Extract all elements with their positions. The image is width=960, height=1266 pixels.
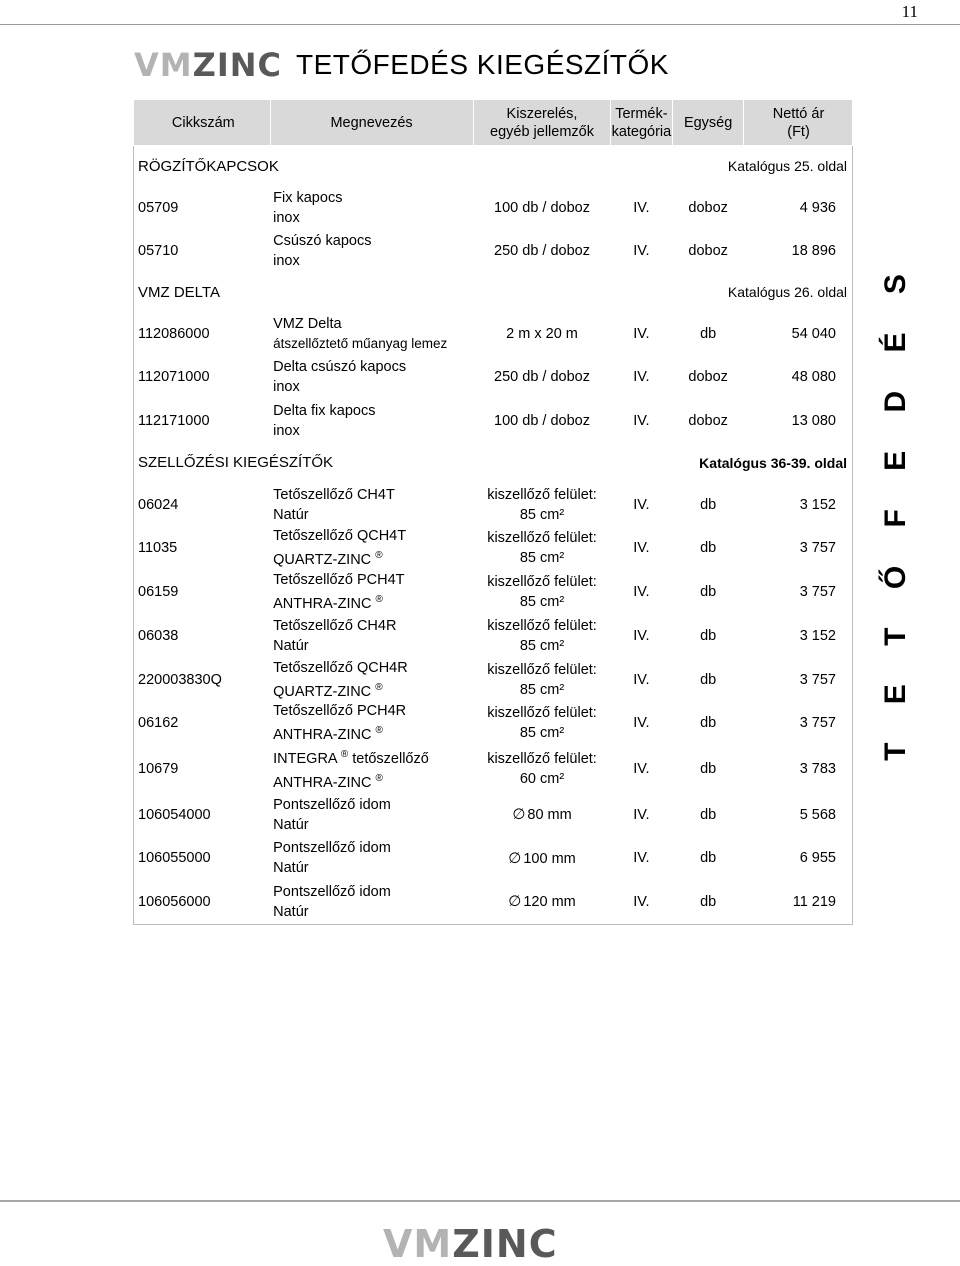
diameter-icon: ∅: [508, 892, 522, 911]
product-name: [270, 356, 474, 400]
side-section-label: [878, 259, 914, 761]
pack-line2: 60 cm²: [519, 771, 565, 788]
product-price: 3 757: [799, 671, 836, 688]
product-pack: [474, 570, 610, 614]
section-title: RÖGZÍTŐKAPCSOK: [138, 157, 279, 175]
table-row: [134, 837, 853, 881]
section-title: SZELLŐZÉSI KIEGÉSZÍTŐK: [138, 454, 334, 472]
product-price: 4 936: [799, 199, 836, 216]
product-category: IV.: [633, 540, 650, 557]
product-name-line2: átszellőztető műanyag lemez: [273, 335, 448, 351]
pack-diameter: 100 mm: [523, 850, 576, 867]
product-category: IV.: [633, 325, 650, 342]
header-name: Megnevezés: [270, 100, 474, 146]
product-unit: db: [700, 584, 717, 601]
vmzinc-footer-logo: [383, 1222, 558, 1266]
product-name: [270, 483, 474, 527]
price-table: [133, 99, 853, 925]
header-unit: Egység: [673, 100, 744, 146]
pack-line1: kiszellőző felület:: [487, 617, 597, 634]
product-name-line1: Fix kapocs: [273, 189, 343, 206]
header-cat-line1: Termék-: [615, 105, 668, 122]
product-name: [270, 570, 474, 614]
product-name-line2: Natúr: [273, 860, 309, 877]
top-divider: [0, 24, 960, 25]
table-row: [134, 745, 853, 793]
table-header-row: [134, 100, 853, 146]
product-category: IV.: [633, 671, 650, 688]
bottom-divider: [0, 1200, 960, 1202]
product-pack: [474, 614, 610, 658]
header-price-line2: (Ft): [787, 123, 810, 140]
product-category: IV.: [633, 242, 650, 259]
product-pack: [474, 837, 610, 881]
product-name-line2: inox: [273, 379, 300, 396]
product-name-line1: Pontszellőző idom: [273, 796, 391, 813]
product-pack: [474, 793, 610, 837]
product-name-line1: VMZ Delta: [273, 315, 342, 332]
product-name-line2: inox: [273, 422, 300, 439]
page-title: TETŐFEDÉS KIEGÉSZÍTŐK: [295, 49, 669, 80]
product-price: 3 757: [799, 540, 836, 557]
page-header: [134, 40, 669, 90]
diameter-icon: ∅: [512, 805, 526, 824]
pack-line1: kiszellőző felület:: [487, 530, 597, 547]
product-name: [270, 658, 474, 702]
product-category: IV.: [633, 199, 650, 216]
product-name-line1: Delta fix kapocs: [273, 402, 376, 419]
product-code: 106055000: [138, 850, 211, 867]
product-category: IV.: [633, 806, 650, 823]
section-row-vmz-delta: [134, 272, 853, 312]
table-row: [134, 614, 853, 658]
catalog-reference: Katalógus 36-39. oldal: [699, 454, 847, 471]
pack-line1: kiszellőző felület:: [487, 486, 597, 503]
product-code: 220003830Q: [138, 671, 222, 688]
product-pack: 100 db / doboz: [494, 412, 590, 429]
product-pack: [474, 483, 610, 527]
table-row: [134, 312, 853, 356]
product-unit: db: [700, 627, 717, 644]
product-price: 18 896: [791, 242, 836, 259]
product-code: 05710: [138, 242, 179, 259]
registered-mark: ®: [375, 681, 383, 693]
pack-line2: 85 cm²: [519, 550, 565, 567]
catalog-reference: Katalógus 25. oldal: [727, 158, 847, 174]
registered-mark: ®: [375, 725, 383, 737]
registered-mark: ®: [375, 773, 383, 785]
header-cat-line2: kategória: [611, 123, 672, 140]
pack-line2: 85 cm²: [519, 594, 565, 611]
product-name-line2: Natúr: [273, 637, 309, 654]
product-name: [270, 186, 474, 229]
product-name-line1: Tetőszellőző CH4T: [273, 486, 395, 503]
product-name: [270, 701, 474, 745]
product-code: 106056000: [138, 893, 211, 910]
product-name-line1: Tetőszellőző QCH4T: [273, 528, 407, 545]
pack-line2: 85 cm²: [519, 506, 565, 523]
product-name: [270, 793, 474, 837]
product-name: [270, 745, 474, 793]
product-category: IV.: [633, 412, 650, 429]
header-category: [610, 100, 673, 146]
product-code: 112171000: [138, 412, 210, 429]
product-name-brand: INTEGRA: [273, 751, 337, 768]
product-unit: db: [700, 761, 717, 778]
section-row-szellozesi: [134, 443, 853, 483]
product-code: 05709: [138, 199, 179, 216]
product-name: [270, 614, 474, 658]
product-name-line1: Tetőszellőző PCH4T: [273, 572, 405, 589]
product-pack: 250 db / doboz: [494, 369, 590, 386]
logo-text-part1: VM: [134, 46, 193, 84]
side-label-text: T E T Ő F E D É S: [879, 259, 913, 761]
header-price: [744, 100, 853, 146]
product-unit: db: [700, 540, 717, 557]
diameter-icon: ∅: [508, 848, 522, 867]
table-row: [134, 570, 853, 614]
product-pack: [474, 526, 610, 570]
product-unit: db: [700, 806, 717, 823]
product-name-line1: Tetőszellőző PCH4R: [273, 703, 407, 720]
product-code: 06162: [138, 715, 179, 732]
table-row: [134, 701, 853, 745]
product-pack: [474, 880, 610, 924]
product-category: IV.: [633, 369, 650, 386]
product-name-line2: inox: [273, 252, 300, 269]
table-row: [134, 880, 853, 924]
table-row: [134, 483, 853, 527]
product-category: IV.: [633, 761, 650, 778]
section-title: VMZ DELTA: [138, 283, 220, 301]
product-unit: doboz: [688, 412, 728, 429]
product-price: 6 955: [799, 850, 836, 867]
product-category: IV.: [633, 850, 650, 867]
product-name: [270, 312, 474, 356]
registered-mark: ®: [375, 550, 383, 562]
pack-line2: 85 cm²: [519, 681, 565, 698]
product-unit: db: [700, 325, 717, 342]
product-pack: [474, 745, 610, 793]
table-row: [134, 186, 853, 229]
table-row: [134, 526, 853, 570]
table-row: [134, 658, 853, 702]
product-name: [270, 399, 474, 443]
pack-line2: 85 cm²: [519, 725, 565, 742]
product-price: 3 152: [799, 627, 836, 644]
product-unit: doboz: [688, 369, 728, 386]
product-name-line2: Natúr: [273, 816, 309, 833]
product-price: 54 040: [791, 325, 836, 342]
product-pack: 100 db / doboz: [494, 199, 590, 216]
product-code: 10679: [138, 761, 179, 778]
product-unit: db: [700, 715, 717, 732]
page-number: 11: [901, 2, 918, 21]
logo-text-part2: ZINC: [192, 46, 282, 84]
product-name-line2: inox: [273, 209, 300, 226]
pack-line1: kiszellőző felület:: [487, 661, 597, 678]
registered-mark: ®: [340, 749, 349, 761]
product-code: 06024: [138, 496, 179, 513]
registered-mark: ®: [375, 594, 383, 606]
product-name-line1: tetőszellőző: [352, 751, 429, 768]
table-row: [134, 229, 853, 272]
product-name-line2: ANTHRA-ZINC: [273, 596, 372, 613]
section-row-rogzitokapcsok: [134, 146, 853, 187]
product-price: 3 757: [799, 715, 836, 732]
product-unit: db: [700, 893, 717, 910]
product-pack: [474, 701, 610, 745]
product-pack: 250 db / doboz: [494, 242, 590, 259]
header-code: Cikkszám: [134, 100, 271, 146]
header-price-line1: Nettó ár: [772, 105, 825, 122]
product-code: 11035: [138, 540, 178, 557]
footer-logo-part1: VM: [383, 1222, 453, 1266]
product-name-line2: QUARTZ-ZINC: [273, 552, 372, 569]
product-price: 11 219: [792, 893, 836, 910]
product-price: 13 080: [791, 412, 836, 429]
product-name-line1: Tetőszellőző QCH4R: [273, 659, 408, 676]
product-name-line1: Tetőszellőző CH4R: [273, 617, 397, 634]
product-code: 06159: [138, 584, 179, 601]
header-pack-line1: Kiszerelés,: [506, 105, 578, 122]
product-name-line1: Delta csúszó kapocs: [273, 359, 407, 376]
pack-line2: 85 cm²: [519, 637, 565, 654]
pack-line1: kiszellőző felület:: [487, 751, 597, 768]
product-price: 3 757: [799, 584, 836, 601]
pack-diameter: 80 mm: [527, 807, 572, 824]
product-name-line2: ANTHRA-ZINC: [273, 774, 372, 791]
product-name: [270, 229, 474, 272]
product-code: 112071000: [138, 369, 210, 386]
product-name-line2: ANTHRA-ZINC: [273, 727, 372, 744]
product-name: [270, 837, 474, 881]
product-price: 48 080: [791, 369, 836, 386]
table-row: [134, 356, 853, 400]
product-name-line1: Pontszellőző idom: [273, 883, 391, 900]
product-price: 5 568: [799, 806, 836, 823]
product-code: 06038: [138, 627, 179, 644]
pack-diameter: 120 mm: [523, 894, 576, 911]
product-category: IV.: [633, 893, 650, 910]
vmzinc-logo: [134, 45, 282, 85]
product-name-line1: Pontszellőző idom: [273, 840, 391, 857]
product-name: [270, 526, 474, 570]
product-pack: 2 m x 20 m: [506, 325, 578, 342]
product-name-line2: QUARTZ-ZINC: [273, 683, 372, 700]
header-pack-line2: egyéb jellemzők: [490, 123, 594, 140]
product-category: IV.: [633, 496, 650, 513]
product-unit: db: [700, 850, 717, 867]
product-category: IV.: [633, 584, 650, 601]
product-name-line2: Natúr: [273, 903, 309, 920]
product-price: 3 152: [799, 496, 836, 513]
footer-logo-part2: ZINC: [452, 1222, 558, 1266]
pack-line1: kiszellőző felület:: [487, 705, 597, 722]
product-unit: db: [700, 496, 717, 513]
table-row: [134, 399, 853, 443]
product-code: 112086000: [138, 325, 210, 342]
product-name-line2: Natúr: [273, 506, 309, 523]
product-unit: doboz: [688, 242, 728, 259]
pack-line1: kiszellőző felület:: [487, 574, 597, 591]
product-name: [270, 880, 474, 924]
product-category: IV.: [633, 715, 650, 732]
header-pack: [474, 100, 610, 146]
product-code: 106054000: [138, 806, 211, 823]
product-unit: db: [700, 671, 717, 688]
table-row: [134, 793, 853, 837]
product-category: IV.: [633, 627, 650, 644]
product-name-line1: Csúszó kapocs: [273, 232, 372, 249]
product-price: 3 783: [799, 761, 836, 778]
product-unit: doboz: [688, 199, 728, 216]
catalog-reference: Katalógus 26. oldal: [727, 284, 847, 300]
product-pack: [474, 658, 610, 702]
